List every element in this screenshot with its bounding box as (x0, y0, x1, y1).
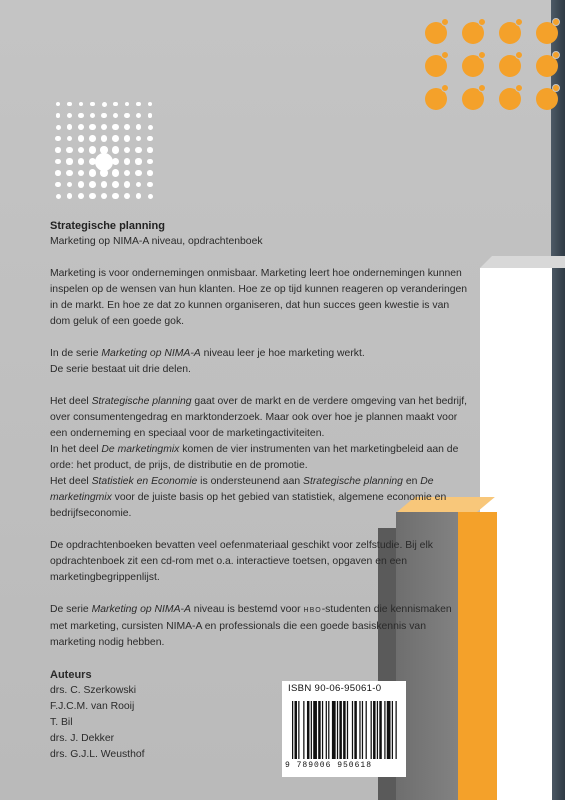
barcode-bar (292, 701, 293, 759)
barcode-bar (392, 701, 393, 759)
orange-dot (536, 22, 558, 44)
workbooks-paragraph: De opdrachtenboeken bevatten veel oefenmateriaal geschikt voor zelfstudie. Bij elk opdrachtenboek zit een cd-rom met o.a. interactieve toetsen, opgaven en een marketingbegrippenlijst. (50, 540, 433, 583)
barcode-bar (362, 701, 363, 759)
white-dot (78, 147, 85, 154)
white-dot (124, 158, 131, 165)
white-dot (147, 136, 152, 141)
white-dot (90, 102, 95, 107)
white-dot (67, 182, 73, 188)
author-name: drs. J. Dekker (50, 733, 115, 744)
white-dot (66, 170, 72, 176)
barcode-bar (303, 701, 304, 759)
white-dot (135, 170, 141, 176)
white-dot (56, 125, 61, 130)
white-dot (101, 181, 108, 188)
white-dot (55, 159, 61, 165)
white-dot (112, 146, 119, 153)
barcode-bar (322, 701, 323, 759)
white-dot (136, 136, 142, 142)
orange-dot (499, 22, 521, 44)
orange-dot (425, 88, 447, 110)
white-dot (56, 194, 61, 199)
barcode-bar (313, 701, 317, 759)
part-mix-paragraph: In het deel De marketingmix komen de vier instrumenten van het marketingbeleid aan de orde: het product, de prijs, de distributie en de promotie. (50, 444, 459, 471)
white-dot (78, 124, 84, 130)
barcode-bar (384, 701, 385, 759)
barcode-bar (337, 701, 338, 759)
white-dot (148, 194, 153, 199)
book-subtitle: Marketing op NIMA-A niveau, opdrachtenboek (50, 236, 263, 247)
white-dot (124, 170, 131, 177)
orange-dot (425, 22, 447, 44)
white-dot (147, 170, 153, 176)
white-dot (113, 113, 119, 119)
barcode-bar (339, 701, 341, 759)
white-dot (56, 113, 61, 118)
part-statistics-paragraph: Het deel Statistiek en Economie is ondersteunend aan Strategische planning en De marketingmix voor de juiste basis op het gebied van statistiek, algemene economie en bedrijfseconomie. (50, 476, 447, 519)
orange-dot (499, 55, 521, 77)
white-dot (101, 193, 107, 199)
white-dot (95, 153, 113, 171)
white-dot (147, 182, 152, 187)
white-dot (136, 102, 141, 107)
white-dot (78, 181, 84, 187)
barcode-bar (294, 701, 296, 759)
barcode (292, 701, 398, 759)
white-dot (147, 147, 153, 153)
barcode-digits: 9 789006 950618 (285, 761, 373, 770)
series-paragraph: In de serie Marketing op NIMA-A niveau leer je hoe marketing werkt. De serie bestaat uit drie delen. (50, 348, 365, 375)
white-dot (148, 125, 153, 130)
white-dot (136, 113, 141, 118)
barcode-bar (307, 701, 309, 759)
white-dot (112, 124, 118, 130)
white-dot (148, 113, 153, 118)
white-dot (112, 158, 119, 165)
white-dot (136, 193, 141, 198)
white-dot (78, 158, 85, 165)
barcode-bar (347, 701, 348, 759)
white-dot (124, 124, 130, 130)
part-strategic-paragraph: Het deel Strategische planning gaat over de markt en de verdere omgeving van het bedrijf, over consumentengedrag en marktonderzoek. Maar ook over hoe je plannen maakt voor een onderneming en speciaal voor de marketingactiviteiten. (50, 396, 468, 439)
white-dot (136, 182, 142, 188)
white-dot (112, 135, 119, 142)
orange-dot (499, 88, 521, 110)
white-dot (67, 113, 72, 118)
white-dot (56, 102, 60, 106)
white-dot (102, 102, 107, 107)
authors-list (50, 683, 470, 763)
white-dot (66, 158, 72, 164)
barcode-bar (328, 701, 329, 759)
white-dot (112, 181, 119, 188)
barcode-bar (298, 701, 299, 759)
barcode-bar (396, 701, 397, 759)
orange-dot (462, 55, 484, 77)
barcode-bar (366, 701, 367, 759)
barcode-bar (354, 701, 356, 759)
white-dot (124, 135, 130, 141)
author-name: T. Bil (50, 717, 73, 728)
barcode-bar (387, 701, 391, 759)
white-dot (113, 102, 118, 107)
white-dot (124, 113, 129, 118)
barcode-bar (379, 701, 381, 759)
white-dot (89, 181, 96, 188)
barcode-bar (326, 701, 327, 759)
white-dot (124, 147, 131, 154)
barcode-bar (377, 701, 378, 759)
white-dot (148, 102, 152, 106)
white-dot (147, 159, 153, 165)
white-dot (90, 113, 96, 119)
white-dot (124, 181, 130, 187)
white-dot (125, 102, 130, 107)
white-dot (112, 193, 118, 199)
white-dot (67, 102, 72, 107)
back-cover-text (50, 218, 470, 763)
white-dot (101, 135, 108, 142)
barcode-bar (311, 701, 312, 759)
orange-dot (462, 88, 484, 110)
white-dot (67, 136, 73, 142)
white-dot (67, 193, 72, 198)
white-dot (67, 124, 72, 129)
white-dot (135, 147, 141, 153)
white-dot (55, 136, 60, 141)
white-dot (78, 135, 84, 141)
white-dot (55, 147, 61, 153)
white-dot (101, 124, 107, 130)
white-dot (89, 169, 96, 176)
white-dot (79, 102, 84, 107)
orange-dot (425, 55, 447, 77)
orange-dot (536, 88, 558, 110)
white-dot (78, 170, 85, 177)
barcode-bar (359, 701, 360, 759)
barcode-bar (371, 701, 372, 759)
barcode-bar (332, 701, 336, 759)
white-dot (89, 124, 95, 130)
white-column-top (480, 256, 565, 268)
white-dot (66, 147, 72, 153)
author-name: F.J.C.M. van Rooij (50, 701, 135, 712)
orange-dot (536, 55, 558, 77)
author-name: drs. G.J.L. Weusthof (50, 749, 145, 760)
white-dot (89, 146, 96, 153)
cover-edge (551, 0, 565, 800)
white-dot (89, 135, 96, 142)
white-dot (89, 193, 95, 199)
orange-dot (462, 22, 484, 44)
audience-paragraph: De serie Marketing op NIMA-A niveau is bestemd voor HBO-studenten die kennismaken met marketing, cursisten NIMA-A en professionals die een goede basiskennis van marketing nodig hebben. (50, 604, 452, 648)
isbn-label: ISBN 90-06-95061-0 (288, 683, 382, 694)
intro-paragraph: Marketing is voor ondernemingen onmisbaar. Marketing leert hoe ondernemingen kunnen inspelen op de wensen van hun klanten. Hoe ze op tijd kunnen reageren op veranderingen in de markt. En hoe ze dat zo kunnen organiseren, dat hun succes geen kwestie is van dom geluk of een goede gok. (50, 268, 468, 327)
white-dot (124, 193, 130, 199)
author-name: drs. C. Szerkowski (50, 685, 137, 696)
barcode-bar (318, 701, 320, 759)
isbn-barcode-box (282, 681, 406, 777)
white-dot (78, 193, 84, 199)
white-dot (55, 170, 61, 176)
barcode-bar (343, 701, 345, 759)
white-dot (100, 169, 107, 176)
white-dot (135, 158, 141, 164)
white-dot (101, 113, 107, 119)
book-title: Strategische planning (50, 220, 165, 232)
white-dot (112, 169, 119, 176)
white-dot (136, 124, 141, 129)
authors-heading: Auteurs (50, 669, 92, 681)
barcode-bar (352, 701, 353, 759)
white-dot (78, 113, 83, 118)
white-dot (55, 182, 60, 187)
barcode-bar (373, 701, 375, 759)
